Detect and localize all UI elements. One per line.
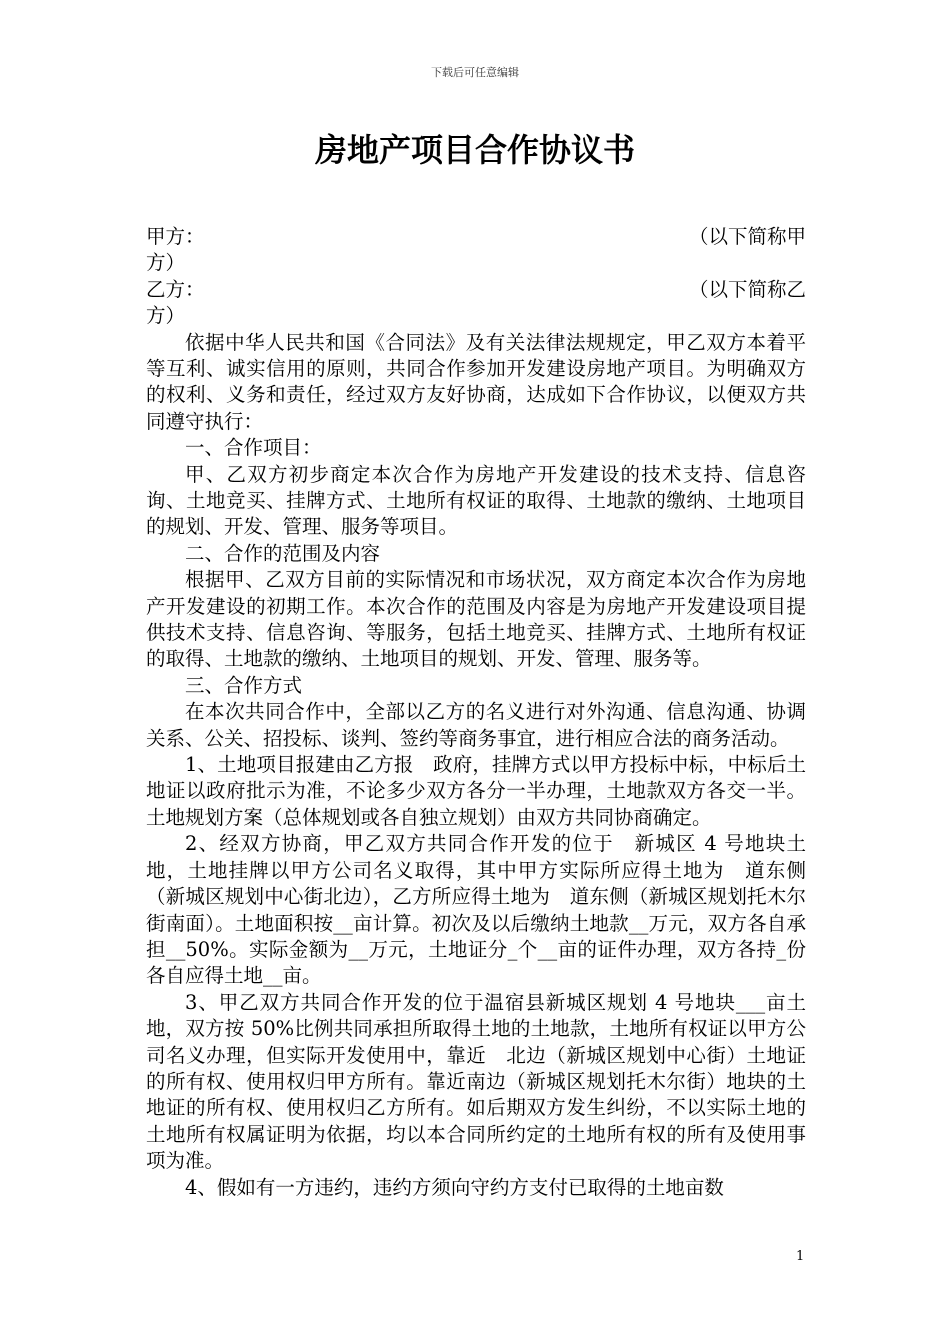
party-a-alias: （以下简称甲	[688, 225, 806, 248]
clause-1-paragraph: 1、土地项目报建由乙方报 政府，挂牌方式以甲方投标中标，中标后土地证以政府批示为准，不论多少双方各分一半办理，土地款双方各交一半。土地规划方案（总体规划或各自独立规划）由双方共同协商确定。	[146, 753, 806, 829]
page-number: 1	[796, 1249, 805, 1264]
scope-paragraph: 根据甲、乙双方目前的实际情况和市场状况，双方商定本次合作为房地产开发建设的初期工作。本次合作的范围及内容是为房地产开发建设项目提供技术支持、信息咨询、等服务，包括土地竞买、挂牌方式、土地所有权证的取得、土地款的缴纳、土地项目的规划、开发、管理、服务等。	[146, 568, 806, 671]
preamble-paragraph: 依据中华人民共和国《合同法》及有关法律法规规定，甲乙双方本着平等互利、诚实信用的原则，共同合作参加开发建设房地产项目。为明确双方的权利、义务和责任，经过双方友好协商，达成如下合作协议，以便双方共同遵守执行：	[146, 330, 806, 433]
cooperation-project-paragraph: 甲、乙双方初步商定本次合作为房地产开发建设的技术支持、信息咨询、土地竞买、挂牌方式、土地所有权证的取得、土地款的缴纳、土地项目的规划、开发、管理、服务等项目。	[146, 462, 806, 539]
party-b-line	[146, 277, 806, 303]
party-a-alias-continued: 方）	[146, 251, 186, 275]
document-title: 房地产项目合作协议书	[314, 131, 635, 169]
header-note: 下载后可任意编辑	[431, 66, 519, 79]
party-a-line	[146, 224, 806, 250]
section-heading-method: 三、合作方式	[185, 673, 303, 697]
party-b-label: 乙方：	[146, 277, 205, 301]
document-body	[146, 224, 806, 1201]
clause-3-paragraph: 3、甲乙双方共同合作开发的位于温宿县新城区规划 4 号地块___亩土地，双方按 50%比例共同承担所取得土地的土地款，土地所有权证以甲方公司名义办理，但实际开发使用中，靠近 北边（新城区规划中心街）土地证的所有权、使用权归甲方所有。靠近南边（新城区规划托木尔街）地块的土地证的所有权、使用权归乙方所有。如后期双方发生纠纷，不以实际土地的土地所有权属证明为依据，均以本合同所约定的土地所有权的所有及使用事项为准。	[146, 990, 806, 1173]
party-a-label: 甲方：	[146, 225, 205, 248]
party-b-alias-continued: 方）	[146, 304, 186, 328]
party-b-alias: （以下简称乙	[688, 277, 806, 301]
method-paragraph: 在本次共同合作中，全部以乙方的名义进行对外沟通、信息沟通、协调关系、公关、招投标、谈判、签约等商务事宜，进行相应合法的商务活动。	[146, 700, 806, 750]
section-heading-scope: 二、合作的范围及内容	[185, 541, 381, 565]
clause-2-paragraph: 2、经双方协商，甲乙双方共同合作开发的位于 新城区 4 号地块土地，土地挂牌以甲方公司名义取得，其中甲方实际所应得土地为 道东侧（新城区规划中心街北边），乙方所应得土地为 道东侧（新城区规划托木尔街南面）。土地面积按__亩计算。初次及以后缴纳土地款__万元，双方各自承担__50%。实际金额为__万元，土地证分_个__亩的证件办理，双方各持_份各自应得土地__亩。	[146, 832, 806, 988]
clause-4-paragraph: 4、假如有一方违约，违约方须向守约方支付已取得的土地亩数	[185, 1175, 724, 1199]
section-heading-cooperation-project: 一、合作项目：	[185, 436, 322, 460]
